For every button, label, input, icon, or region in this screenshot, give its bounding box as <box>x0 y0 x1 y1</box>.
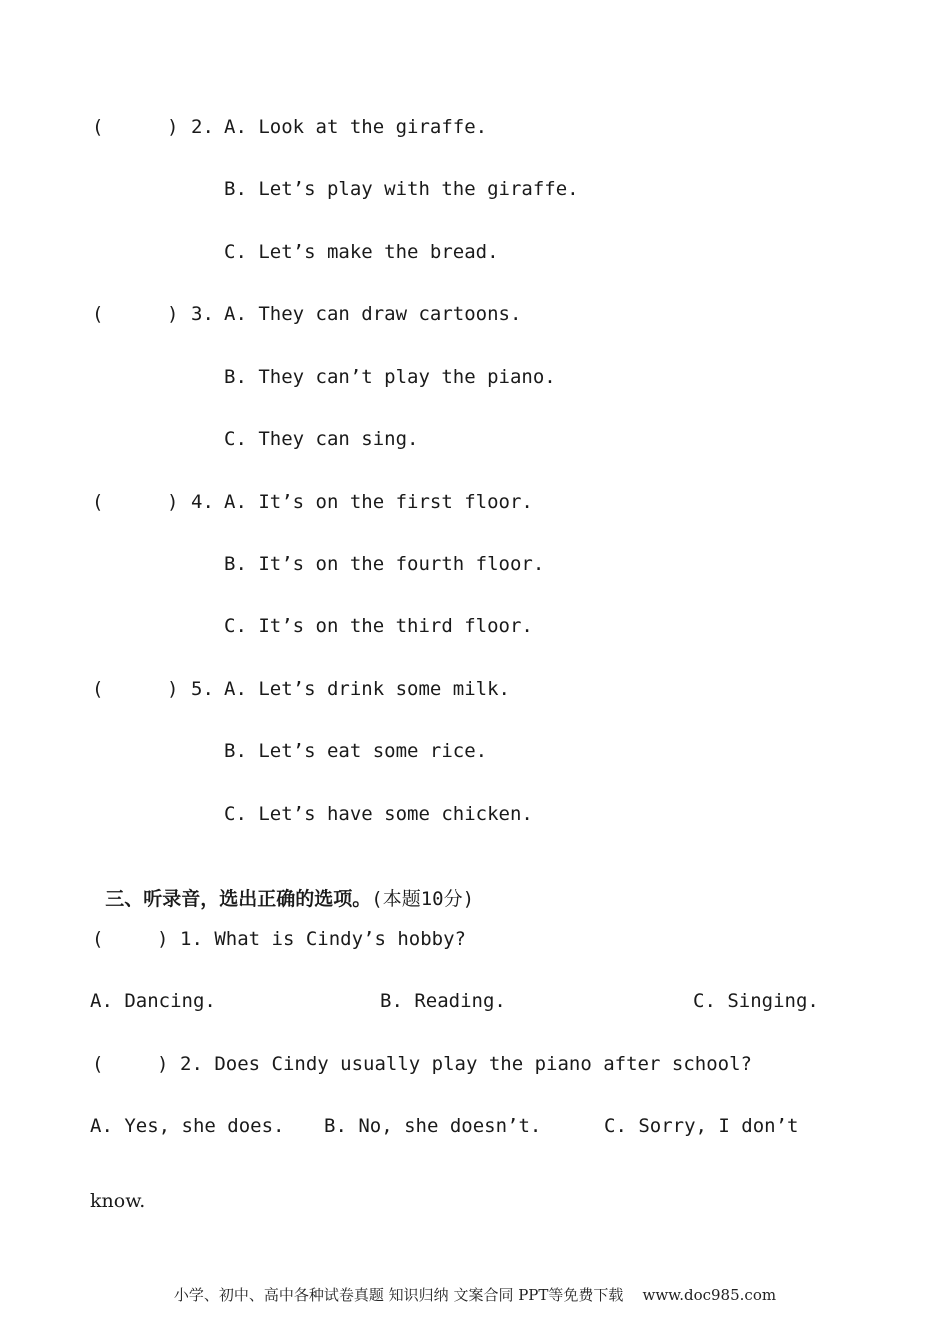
option-c: C. They can sing. <box>224 428 419 450</box>
answer-paren-open[interactable]: ( <box>92 928 104 950</box>
answer-paren-close: ) <box>157 1053 169 1075</box>
question-number: 5. <box>191 678 214 700</box>
option-a: A. Let’s drink some milk. <box>224 678 510 700</box>
answer-paren-open[interactable]: ( <box>92 1053 104 1075</box>
answer-paren-close: ) <box>167 116 179 138</box>
option-b: B. Reading. <box>380 990 506 1012</box>
question-text: 2. Does Cindy usually play the piano after school? <box>180 1053 752 1075</box>
answer-paren-open[interactable]: ( <box>92 491 104 513</box>
answer-paren-open[interactable]: ( <box>92 678 104 700</box>
option-c: C. Let’s make the bread. <box>224 241 499 263</box>
option-c-continuation: know. <box>90 1190 146 1212</box>
option-b: B. No, she doesn’t. <box>324 1115 542 1137</box>
option-b: B. Let’s eat some rice. <box>224 740 488 762</box>
question-number: 2. <box>191 116 214 138</box>
question-number: 3. <box>191 303 214 325</box>
option-c: C. It’s on the third floor. <box>224 615 533 637</box>
option-c: C. Sorry, I don’t <box>604 1115 799 1137</box>
answer-paren-open[interactable]: ( <box>92 116 104 138</box>
question-number: 4. <box>191 491 214 513</box>
section-3-heading <box>92 863 474 911</box>
option-a: A. Look at the giraffe. <box>224 116 488 138</box>
answer-paren-open[interactable]: ( <box>92 303 104 325</box>
question-text: 1. What is Cindy’s hobby? <box>180 928 466 950</box>
option-c: C. Let’s have some chicken. <box>224 803 533 825</box>
option-a: A. Dancing. <box>90 990 216 1012</box>
page-footer: 小学、初中、高中各种试卷真题 知识归纳 文案合同 PPT等免费下载 www.doc985.com <box>173 1286 777 1304</box>
answer-paren-close: ) <box>167 303 179 325</box>
option-a: A. Yes, she does. <box>90 1115 285 1137</box>
answer-paren-close: ) <box>167 678 179 700</box>
option-c: C. Singing. <box>693 990 819 1012</box>
option-a: A. It’s on the first floor. <box>224 491 533 513</box>
answer-paren-close: ) <box>157 928 169 950</box>
option-b: B. Let’s play with the giraffe. <box>224 178 579 200</box>
section-3-title: 三、听录音，选出正确的选项。 <box>105 888 372 910</box>
option-b: B. They can’t play the piano. <box>224 366 556 388</box>
answer-paren-close: ) <box>167 491 179 513</box>
option-a: A. They can draw cartoons. <box>224 303 522 325</box>
option-b: B. It’s on the fourth floor. <box>224 553 545 575</box>
section-3-score-note: (本题10分) <box>371 888 475 910</box>
